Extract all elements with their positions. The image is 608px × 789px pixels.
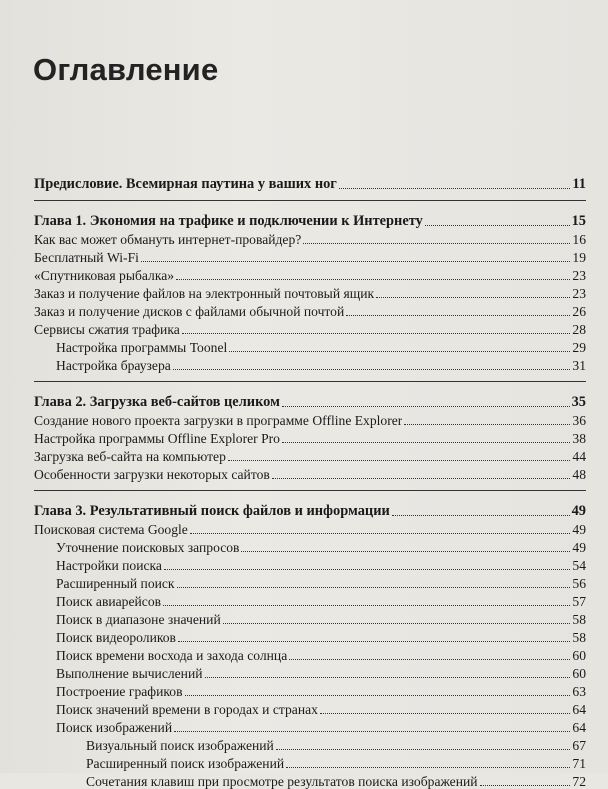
toc-entry bbox=[34, 699, 586, 717]
dot-leader bbox=[185, 694, 571, 696]
toc-entry-page: 38 bbox=[572, 431, 586, 446]
toc-entry-page: 48 bbox=[572, 467, 586, 482]
toc-entry-title: Расширенный поиск изображений bbox=[86, 756, 285, 771]
divider bbox=[34, 490, 586, 491]
dot-leader bbox=[404, 423, 570, 425]
toc-entry-title: Поиск времени восхода и захода солнца bbox=[56, 648, 288, 663]
toc-entry-title: Особенности загрузки некоторых сайтов bbox=[34, 467, 270, 482]
toc-entry-chapter bbox=[34, 499, 586, 519]
toc-entry-title: Создание нового проекта загрузки в программе Offline Explorer bbox=[34, 413, 403, 428]
toc-entry-title: Глава 2. Загрузка веб-сайтов целиком bbox=[34, 395, 280, 410]
dot-leader bbox=[425, 224, 570, 226]
dot-leader bbox=[173, 368, 571, 370]
dot-leader bbox=[480, 784, 571, 786]
toc-entry-page: 23 bbox=[572, 268, 586, 283]
toc-entry-title: Заказ и получение дисков с файлами обычной почтой bbox=[34, 304, 345, 319]
toc-entry-chapter bbox=[34, 209, 586, 229]
toc-entry-page: 56 bbox=[572, 576, 586, 591]
toc-entry bbox=[34, 735, 586, 753]
toc-entry bbox=[34, 229, 586, 247]
toc-entry bbox=[34, 717, 586, 735]
dot-leader bbox=[163, 604, 570, 606]
toc-entry bbox=[34, 573, 586, 591]
toc-entry-page: 60 bbox=[572, 666, 586, 681]
toc-entry-page: 58 bbox=[572, 630, 586, 645]
toc-entry-page: 19 bbox=[572, 250, 586, 265]
toc-entry bbox=[34, 428, 586, 446]
toc-entry-preface bbox=[34, 172, 586, 192]
toc-entry-title: Как вас может обмануть интернет-провайдер? bbox=[34, 232, 302, 247]
toc-entry-title: Сочетания клавиш при просмотре результатов поиска изображений bbox=[86, 774, 478, 789]
toc-entry bbox=[34, 663, 586, 681]
toc-entry-page: 49 bbox=[571, 503, 586, 519]
toc-entry-title: Настройка программы Toonel bbox=[56, 340, 228, 355]
toc-entry-title: Заказ и получение файлов на электронный почтовый ящик bbox=[34, 286, 375, 301]
toc-entry bbox=[34, 464, 586, 482]
toc-entry bbox=[34, 446, 586, 464]
toc-entry-title: Поиск авиарейсов bbox=[56, 594, 162, 609]
toc-entry-title: Поиск видеороликов bbox=[56, 630, 176, 645]
toc-entry bbox=[34, 555, 586, 573]
toc-entry bbox=[34, 681, 586, 699]
table-of-contents bbox=[34, 172, 586, 789]
toc-entry bbox=[34, 410, 586, 428]
toc-entry-page: 58 bbox=[572, 612, 586, 627]
toc-entry-page: 49 bbox=[572, 540, 586, 555]
dot-leader bbox=[178, 640, 570, 642]
toc-entry bbox=[34, 265, 586, 283]
toc-entry-title: Загрузка веб-сайта на компьютер bbox=[34, 449, 226, 464]
toc-entry bbox=[34, 591, 586, 609]
dot-leader bbox=[141, 260, 571, 262]
toc-entry-title: Предисловие. Всемирная паутина у ваших ног bbox=[34, 177, 337, 192]
toc-entry bbox=[34, 627, 586, 645]
toc-entry-title: Поисковая система Google bbox=[34, 522, 188, 537]
dot-leader bbox=[229, 350, 570, 352]
toc-entry-page: 36 bbox=[572, 413, 586, 428]
dot-leader bbox=[223, 622, 571, 624]
toc-entry bbox=[34, 609, 586, 627]
dot-leader bbox=[282, 405, 570, 407]
page-title: Оглавление bbox=[33, 52, 219, 87]
toc-entry-page: 11 bbox=[572, 176, 586, 192]
toc-entry bbox=[34, 771, 586, 789]
toc-entry-title: «Спутниковая рыбалка» bbox=[34, 268, 175, 283]
dot-leader bbox=[276, 748, 571, 750]
dot-leader bbox=[177, 586, 571, 588]
dot-leader bbox=[182, 332, 571, 334]
toc-entry-title: Сервисы сжатия трафика bbox=[34, 322, 180, 337]
dot-leader bbox=[289, 658, 570, 660]
toc-entry-page: 26 bbox=[572, 304, 586, 319]
dot-leader bbox=[392, 514, 570, 516]
divider bbox=[34, 200, 586, 201]
toc-entry-title: Расширенный поиск bbox=[56, 576, 175, 591]
toc-entry bbox=[34, 355, 586, 373]
dot-leader bbox=[241, 550, 570, 552]
toc-entry-title: Глава 3. Результативный поиск файлов и информации bbox=[34, 504, 390, 519]
toc-entry-title: Поиск в диапазоне значений bbox=[56, 612, 221, 627]
toc-entry-page: 23 bbox=[572, 286, 586, 301]
toc-entry bbox=[34, 247, 586, 265]
toc-entry-page: 54 bbox=[572, 558, 586, 573]
dot-leader bbox=[320, 712, 570, 714]
dot-leader bbox=[346, 314, 570, 316]
toc-entry-title: Бесплатный Wi-Fi bbox=[34, 250, 139, 265]
dot-leader bbox=[174, 730, 570, 732]
toc-entry bbox=[34, 283, 586, 301]
toc-entry-page: 35 bbox=[571, 394, 586, 410]
toc-entry-title: Визуальный поиск изображений bbox=[86, 738, 274, 753]
toc-entry-page: 16 bbox=[572, 232, 586, 247]
toc-entry-chapter bbox=[34, 390, 586, 410]
dot-leader bbox=[176, 278, 570, 280]
toc-entry-page: 60 bbox=[572, 648, 586, 663]
toc-entry bbox=[34, 537, 586, 555]
toc-entry-page: 64 bbox=[572, 702, 586, 717]
dot-leader bbox=[282, 441, 570, 443]
toc-entry-title: Поиск значений времени в городах и странах bbox=[56, 702, 318, 717]
toc-entry-page: 67 bbox=[572, 738, 586, 753]
toc-entry-title: Настройки поиска bbox=[56, 558, 162, 573]
toc-entry bbox=[34, 301, 586, 319]
toc-entry-title: Настройка браузера bbox=[56, 358, 171, 373]
toc-entry-title: Поиск изображений bbox=[56, 720, 173, 735]
toc-entry-title: Выполнение вычислений bbox=[56, 666, 203, 681]
toc-entry-title: Настройка программы Offline Explorer Pro bbox=[34, 431, 280, 446]
toc-entry-page: 28 bbox=[572, 322, 586, 337]
dot-leader bbox=[286, 766, 570, 768]
dot-leader bbox=[339, 187, 571, 189]
toc-entry-page: 44 bbox=[572, 449, 586, 464]
toc-entry-page: 72 bbox=[572, 774, 586, 789]
divider bbox=[34, 381, 586, 382]
toc-entry-page: 71 bbox=[572, 756, 586, 771]
toc-entry-title: Глава 1. Экономия на трафике и подключении к Интернету bbox=[34, 214, 423, 229]
toc-entry-page: 29 bbox=[572, 340, 586, 355]
toc-entry bbox=[34, 753, 586, 771]
toc-entry bbox=[34, 645, 586, 663]
toc-entry-page: 31 bbox=[572, 358, 586, 373]
dot-leader bbox=[164, 568, 570, 570]
toc-entry bbox=[34, 337, 586, 355]
toc-entry bbox=[34, 319, 586, 337]
toc-entry-page: 64 bbox=[572, 720, 586, 735]
dot-leader bbox=[303, 242, 570, 244]
toc-entry-title: Построение графиков bbox=[56, 684, 183, 699]
dot-leader bbox=[228, 459, 571, 461]
toc-entry-page: 63 bbox=[572, 684, 586, 699]
toc-entry-page: 49 bbox=[572, 522, 586, 537]
dot-leader bbox=[376, 296, 570, 298]
toc-entry-page: 57 bbox=[572, 594, 586, 609]
toc-entry-page: 15 bbox=[571, 213, 586, 229]
dot-leader bbox=[272, 477, 571, 479]
toc-entry-title: Уточнение поисковых запросов bbox=[56, 540, 240, 555]
dot-leader bbox=[205, 676, 571, 678]
toc-entry bbox=[34, 519, 586, 537]
dot-leader bbox=[190, 532, 571, 534]
